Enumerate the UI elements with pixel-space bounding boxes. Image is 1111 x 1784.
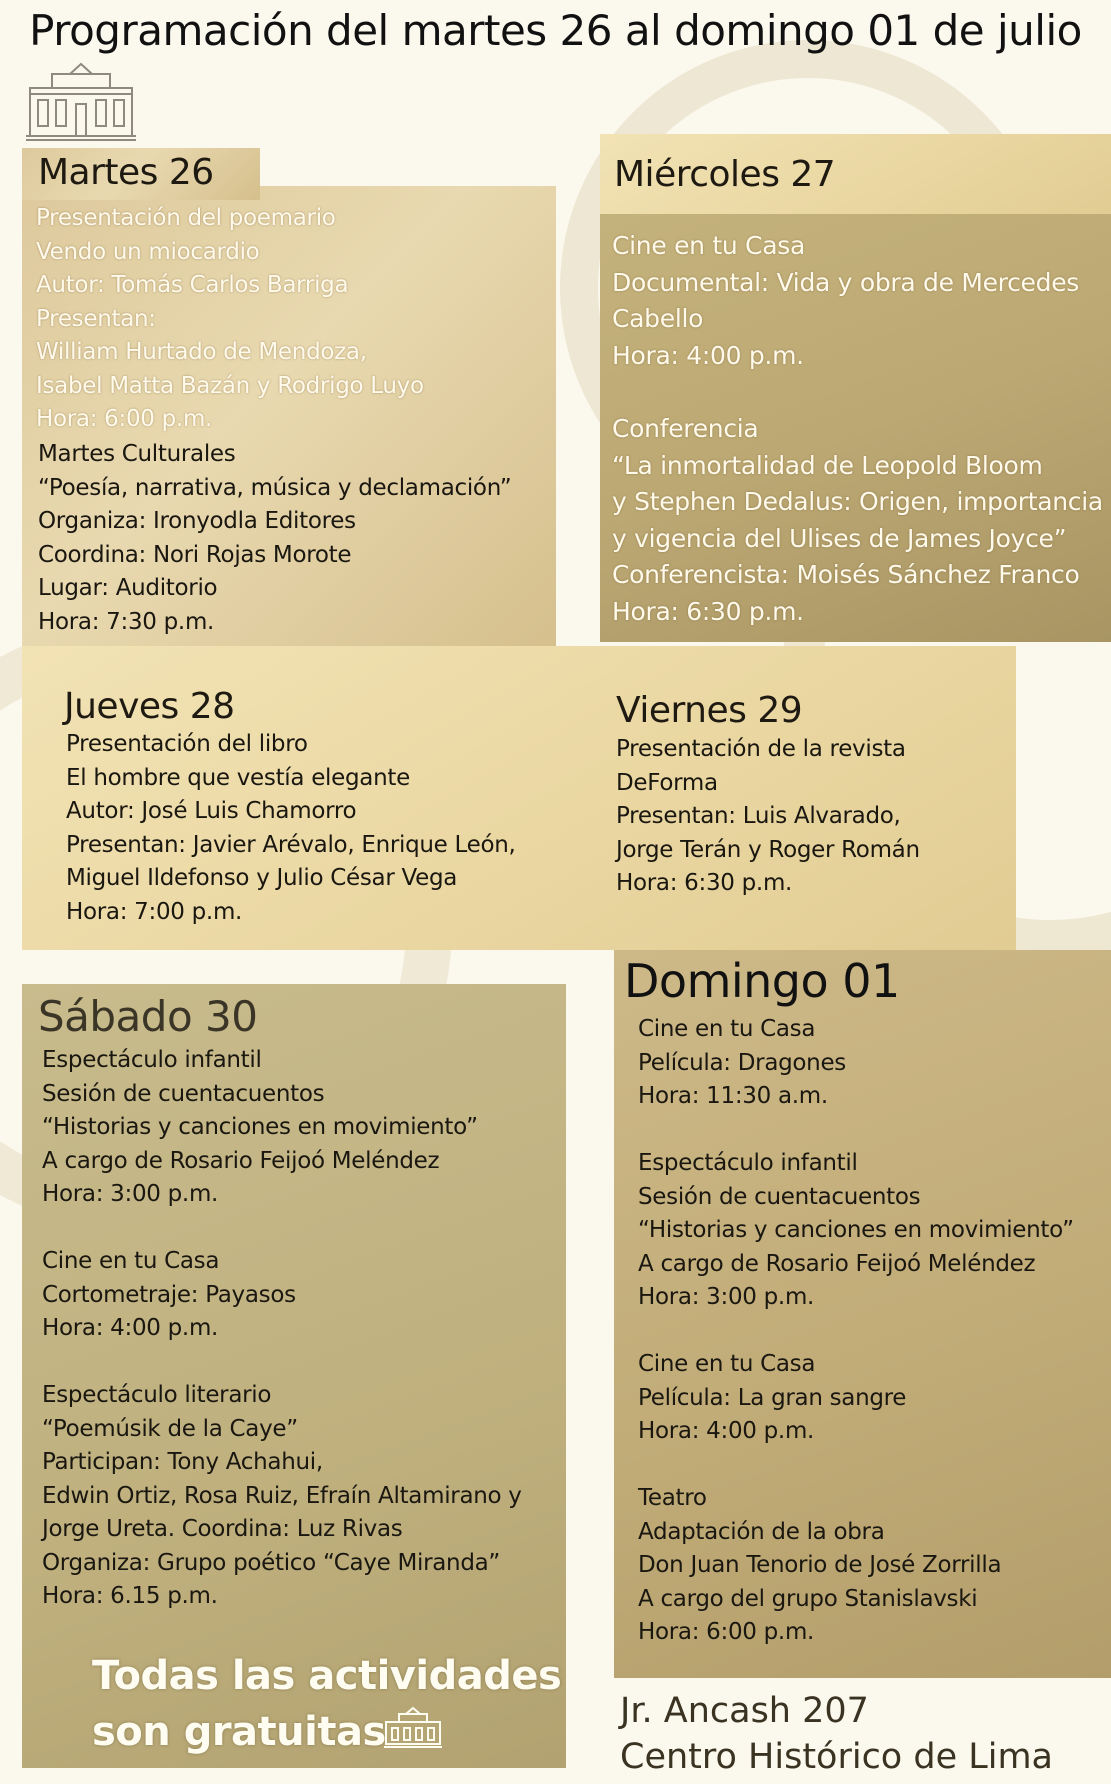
event-line: Hora: 3:00 p.m. <box>638 1284 815 1310</box>
event-line: Cine en tu Casa <box>638 1016 816 1042</box>
event-line <box>612 374 1103 411</box>
sabado-day-heading: Sábado 30 <box>38 992 258 1041</box>
jueves-day-heading: Jueves 28 <box>64 686 235 727</box>
event-line: DeForma <box>616 769 718 796</box>
page-title: Programación del martes 26 al domingo 01 de julio <box>29 6 1082 55</box>
jueves-events <box>66 728 516 929</box>
event-line: Espectáculo infantil <box>42 1047 262 1073</box>
event-line: Teatro <box>638 1485 707 1511</box>
event-line: Don Juan Tenorio de José Zorrilla <box>638 1552 1002 1578</box>
free-line-2: son gratuitas <box>92 1709 386 1755</box>
miercoles-day-heading: Miércoles 27 <box>614 154 836 195</box>
event-line: Cine en tu Casa <box>612 231 805 260</box>
event-line: Hora: 6:00 p.m. <box>36 406 213 432</box>
event-line: Autor: Tomás Carlos Barriga <box>36 272 349 298</box>
martes-events-2 <box>38 438 511 639</box>
event-line: y vigencia del Ulises de James Joyce” <box>612 523 1067 553</box>
event-line: Hora: 4:00 p.m. <box>638 1418 815 1444</box>
event-line: “Poemúsik de la Caye” <box>42 1415 298 1442</box>
event-line: Hora: 4:00 p.m. <box>42 1315 219 1341</box>
event-line: “Historias y canciones en movimiento” <box>42 1114 478 1140</box>
miercoles-events <box>612 228 1103 631</box>
viernes-events <box>616 733 920 901</box>
event-line: “Historias y canciones en movimiento” <box>638 1217 1074 1243</box>
event-line: y Stephen Dedalus: Origen, importancia <box>612 487 1103 517</box>
event-line <box>638 1114 1074 1148</box>
event-line: Hora: 7:30 p.m. <box>38 608 215 635</box>
event-line: Sesión de cuentacuentos <box>638 1183 921 1210</box>
event-line: Hora: 6:30 p.m. <box>616 870 793 896</box>
event-line: Presentación de la revista <box>616 736 906 762</box>
event-line: Miguel Ildefonso y Julio César Vega <box>66 865 458 891</box>
event-line: Hora: 4:00 p.m. <box>612 340 804 370</box>
event-line: Isabel Matta Bazán y Rodrigo Luyo <box>36 372 424 399</box>
domingo-day-heading: Domingo 01 <box>624 954 900 1008</box>
event-line: Martes Culturales <box>38 441 236 467</box>
venue-address <box>620 1688 1053 1780</box>
event-line: Participan: Tony Achahui, <box>42 1449 323 1475</box>
event-line: Organiza: Grupo poético “Caye Miranda” <box>42 1549 501 1576</box>
event-line: Edwin Ortiz, Rosa Ruiz, Efraín Altamirano y <box>42 1482 522 1509</box>
event-line: Cortometraje: Payasos <box>42 1281 296 1308</box>
event-line: Presentación del libro <box>66 731 308 757</box>
event-line: A cargo del grupo Stanislavski <box>638 1585 978 1612</box>
address-line-2: Centro Histórico de Lima <box>620 1737 1053 1777</box>
martes-day-heading: Martes 26 <box>38 152 214 193</box>
event-line: Cine en tu Casa <box>42 1248 220 1274</box>
event-line: Lugar: Auditorio <box>38 575 218 601</box>
free-line-1: Todas las actividades <box>92 1653 562 1699</box>
event-line: Hora: 7:00 p.m. <box>66 898 243 925</box>
event-line: Organiza: Ironyodla Editores <box>38 508 356 534</box>
event-line <box>42 1346 522 1380</box>
event-line: A cargo de Rosario Feijoó Meléndez <box>42 1147 440 1174</box>
event-line: Presentan: <box>36 305 156 332</box>
event-line: A cargo de Rosario Feijoó Meléndez <box>638 1250 1036 1277</box>
sabado-events <box>42 1044 522 1614</box>
event-line: “Poesía, narrativa, música y declamación” <box>38 474 512 501</box>
building-icon <box>22 60 140 144</box>
event-line <box>638 1449 1074 1483</box>
martes-events <box>36 202 424 437</box>
event-line: Presentan: Javier Arévalo, Enrique León, <box>66 831 516 858</box>
event-line: Presentan: Luis Alvarado, <box>616 803 901 829</box>
event-line: “La inmortalidad de Leopold Bloom <box>612 450 1043 480</box>
event-line: Cabello <box>612 304 704 334</box>
event-line: Conferencia <box>612 413 759 443</box>
event-line: Película: Dragones <box>638 1049 846 1076</box>
event-line: William Hurtado de Mendoza, <box>36 339 367 365</box>
building-icon <box>382 1706 444 1750</box>
event-line: Presentación del poemario <box>36 205 336 231</box>
event-line: Hora: 6.15 p.m. <box>42 1583 218 1609</box>
event-line: Coordina: Nori Rojas Morote <box>38 541 352 568</box>
event-line: Espectáculo literario <box>42 1382 272 1408</box>
domingo-events <box>638 1013 1074 1650</box>
event-line: Espectáculo infantil <box>638 1150 858 1176</box>
event-line: Hora: 11:30 a.m. <box>638 1083 828 1109</box>
event-line: Documental: Vida y obra de Mercedes <box>612 267 1080 297</box>
address-line-1: Jr. Ancash 207 <box>620 1691 869 1731</box>
event-line <box>638 1315 1074 1349</box>
event-line: Autor: José Luis Chamorro <box>66 798 357 824</box>
event-line: Hora: 6:00 p.m. <box>638 1619 815 1645</box>
event-line: El hombre que vestía elegante <box>66 764 410 791</box>
event-line: Vendo un miocardio <box>36 238 260 265</box>
event-line <box>42 1212 522 1246</box>
event-line: Cine en tu Casa <box>638 1351 816 1377</box>
event-line: Jorge Terán y Roger Román <box>616 836 920 863</box>
event-line: Sesión de cuentacuentos <box>42 1080 325 1107</box>
event-line: Jorge Ureta. Coordina: Luz Rivas <box>42 1516 403 1542</box>
event-line: Película: La gran sangre <box>638 1384 907 1411</box>
event-line: Conferencista: Moisés Sánchez Franco <box>612 560 1080 590</box>
free-activities-note <box>92 1648 561 1760</box>
event-line: Hora: 3:00 p.m. <box>42 1181 219 1207</box>
viernes-day-heading: Viernes 29 <box>616 690 803 731</box>
event-line: Hora: 6:30 p.m. <box>612 596 804 626</box>
event-line: Adaptación de la obra <box>638 1518 885 1545</box>
